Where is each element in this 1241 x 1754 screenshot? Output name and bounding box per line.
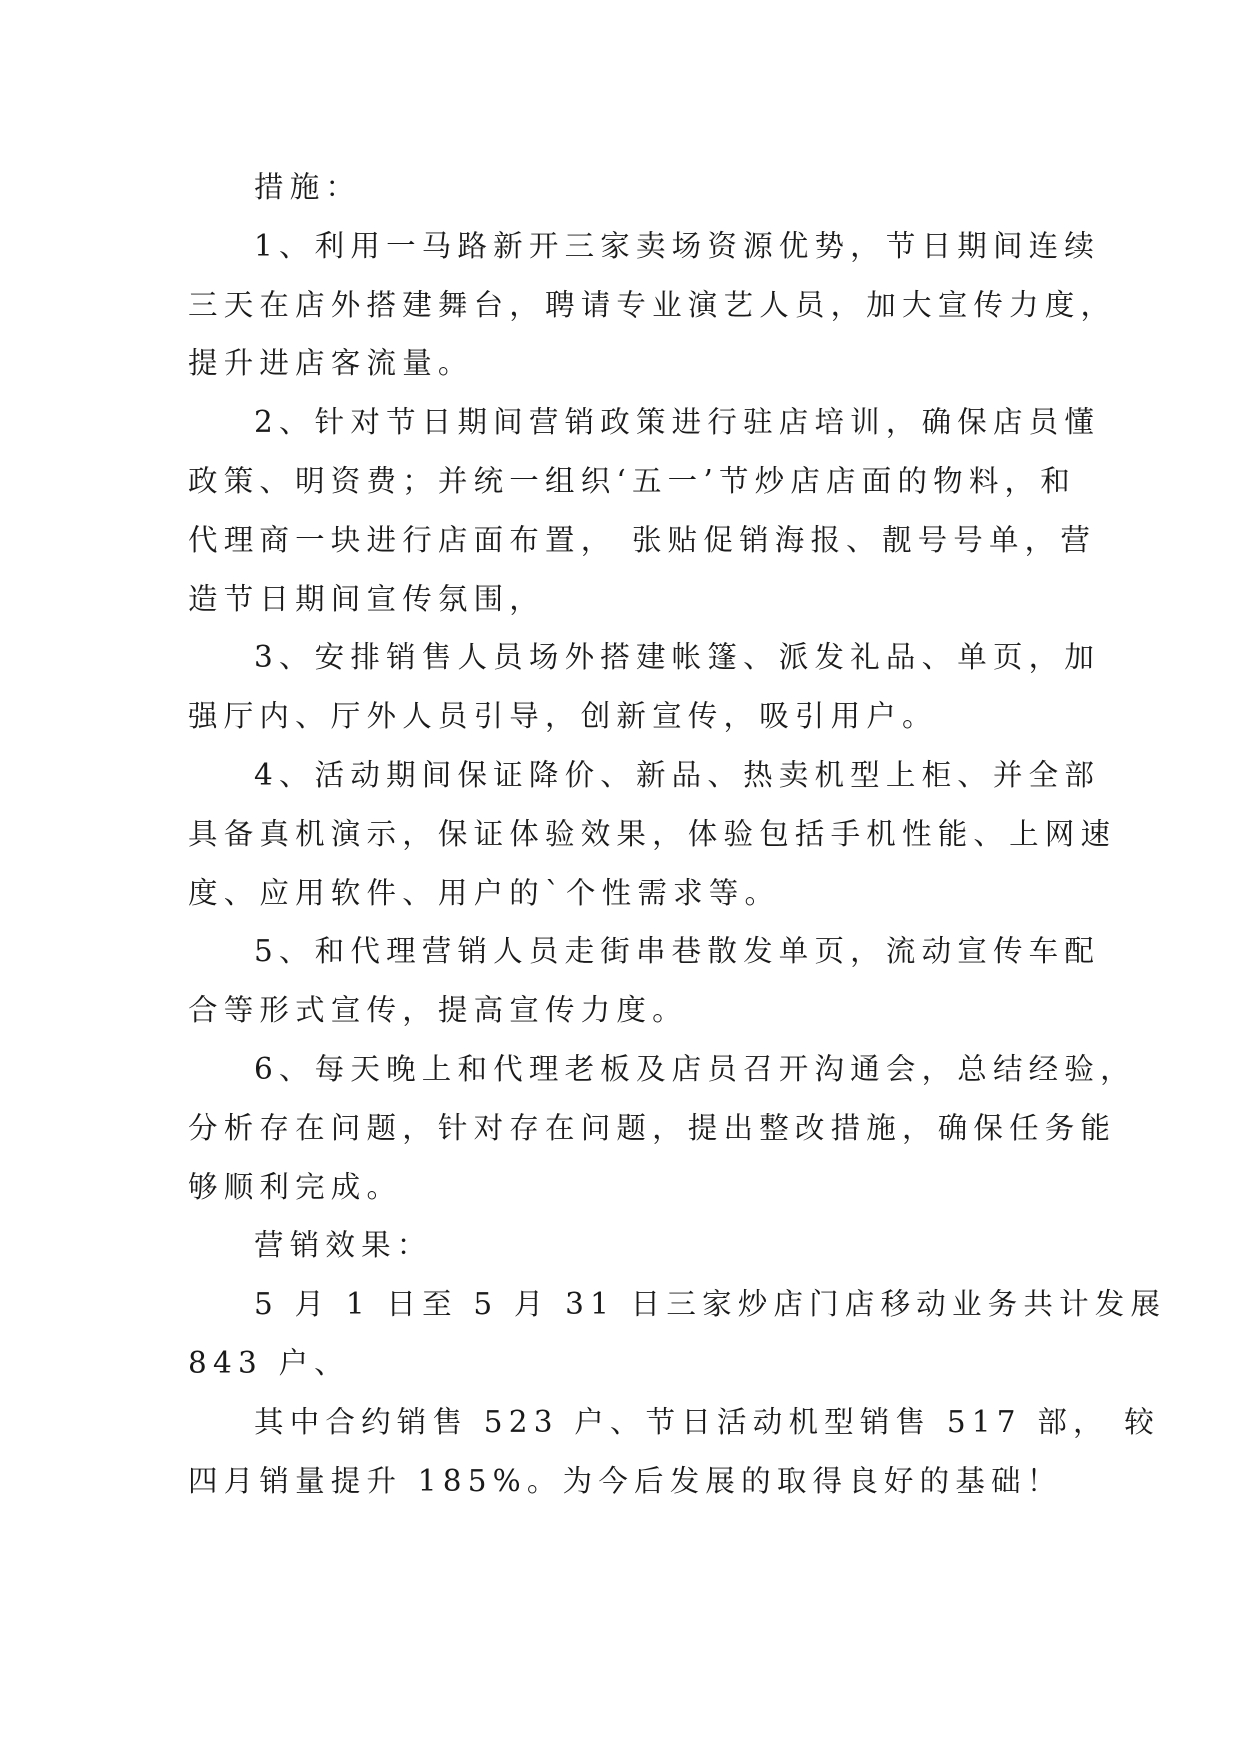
text-line: 4、活动期间保证降价、新品、热卖机型上柜、并全部	[254, 757, 1101, 792]
text-line: 6、每天晚上和代理老板及店员召开沟通会，总结经验，	[254, 1051, 1136, 1086]
text-line: 5 月 1 日至 5 月 31 日三家炒店门店移动业务共计发展	[254, 1287, 1167, 1322]
text-line: 1、利用一马路新开三家卖场资源优势，节日期间连续	[254, 228, 1101, 263]
results-total	[188, 1275, 1167, 1393]
text-line: 措施：	[254, 170, 362, 204]
text-line: 政策、明资费；并统一组织‘五一’节炒店店面的物料，和	[188, 463, 1076, 498]
text-line: 其中合约销售 523 户、节日活动机型销售 517 部， 较	[254, 1404, 1160, 1439]
text-line: 四月销量提升 185%。为今后发展的取得良好的基础！	[188, 1463, 1063, 1498]
text-line: 度、应用软件、用户的`个性需求等。	[188, 875, 781, 910]
text-line: 843 户、	[188, 1345, 350, 1380]
text-line: 提升进店客流量。	[188, 346, 474, 381]
text-line: 3、安排销售人员场外搭建帐篷、派发礼品、单页，加	[254, 640, 1101, 675]
text-line: 5、和代理营销人员走街串巷散发单页，流动宣传车配	[254, 934, 1101, 969]
text-line: 营销效果：	[254, 1228, 433, 1263]
measure-item-5	[188, 922, 1101, 1040]
measure-item-6	[188, 1040, 1136, 1216]
text-line: 合等形式宣传，提高宣传力度。	[188, 993, 688, 1028]
measure-item-4	[188, 746, 1117, 922]
text-line: 三天在店外搭建舞台，聘请专业演艺人员，加大宣传力度，	[188, 287, 1117, 322]
text-line: 够顺利完成。	[188, 1169, 403, 1204]
measure-item-2	[188, 393, 1101, 628]
heading-results	[188, 1216, 1068, 1275]
text-line: 造节日期间宣传氛围，	[188, 581, 546, 616]
text-line: 具备真机演示，保证体验效果，体验包括手机性能、上网速	[188, 816, 1117, 851]
results-breakdown	[188, 1393, 1160, 1511]
measure-item-3	[188, 628, 1101, 746]
heading-measures	[188, 158, 1068, 217]
document-body	[188, 158, 1167, 1510]
text-line: 强厅内、厅外人员引导，创新宣传，吸引用户。	[188, 699, 938, 734]
text-line: 分析存在问题，针对存在问题，提出整改措施，确保任务能	[188, 1110, 1117, 1145]
text-line: 2、针对节日期间营销政策进行驻店培训，确保店员懂	[254, 405, 1101, 440]
text-line: 代理商一块进行店面布置， 张贴促销海报、靓号号单，营	[188, 522, 1097, 557]
measure-item-1	[188, 217, 1117, 393]
